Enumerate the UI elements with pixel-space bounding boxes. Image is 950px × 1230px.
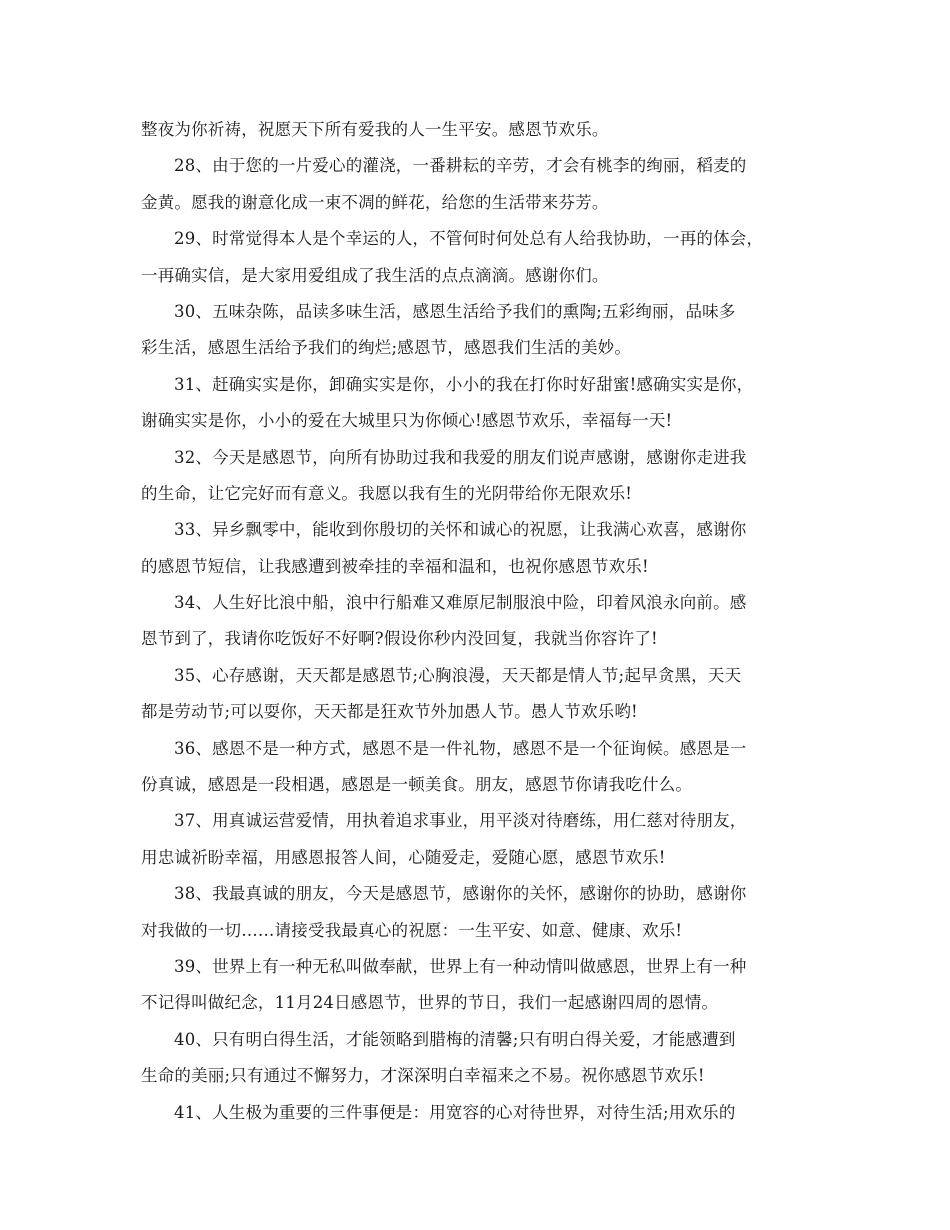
text-line: 一再确实信，是大家用爱组成了我生活的点点滴滴。感谢你们。 <box>141 265 609 285</box>
text-line: 用忠诚祈盼幸福，用感恩报答人间，心随爱走，爱随心愿，感恩节欢乐! <box>141 847 666 867</box>
text-line: 生命的美丽;只有通过不懈努力，才深深明白幸福来之不易。祝你感恩节欢乐! <box>141 1066 705 1086</box>
text-line: 35、心存感谢，天天都是感恩节;心胸浪漫，天天都是情人节;起早贪黑，天天 <box>174 665 742 685</box>
text-line: 的生命，让它完好而有意义。我愿以我有生的光阴带给你无限欢乐! <box>141 483 633 503</box>
text-line: 33、异乡飘零中，能收到你殷切的关怀和诚心的祝愿，让我满心欢喜，感谢你 <box>174 520 747 540</box>
text-line: 32、今天是感恩节，向所有协助过我和我爱的朋友们说声感谢，感谢你走进我 <box>174 447 747 467</box>
text-line: 的感恩节短信，让我感遭到被牵挂的幸福和温和，也祝你感恩节欢乐! <box>141 556 649 576</box>
text-line: 34、人生好比浪中船，浪中行船难又难原尼制服浪中险，印着风浪永向前。感 <box>174 593 747 613</box>
text-line: 对我做的一切……请接受我最真心的祝愿：一生平安、如意、健康、欢乐! <box>141 920 683 940</box>
text-line: 28、由于您的一片爱心的灌浇，一番耕耘的辛劳，才会有桃李的绚丽，稻麦的 <box>174 156 747 176</box>
text-line: 31、赶确实实是你，卸确实实是你，小小的我在打你时好甜蜜!感确实实是你， <box>174 374 754 394</box>
text-line: 整夜为你祈祷，祝愿天下所有爱我的人一生平安。感恩节欢乐。 <box>141 120 609 139</box>
text-line: 40、只有明白得生活，才能领略到腊梅的清馨;只有明白得关爱，才能感遭到 <box>174 1029 736 1049</box>
text-line: 38、我最真诚的朋友，今天是感恩节，感谢你的关怀，感谢你的协助，感谢你 <box>174 884 747 904</box>
text-line: 37、用真诚运营爱情，用执着追求事业，用平淡对待磨练，用仁慈对待朋友， <box>174 811 747 831</box>
text-line: 彩生活，感恩生活给予我们的绚烂;感恩节，感恩我们生活的美妙。 <box>141 338 632 358</box>
text-line: 41、人生极为重要的三件事便是：用宽容的心对待世界，对待生活;用欢乐的 <box>174 1102 736 1122</box>
text-line: 都是劳动节;可以耍你，天天都是狂欢节外加愚人节。愚人节欢乐哟! <box>141 702 638 722</box>
document-body <box>141 112 813 1131</box>
text-line: 恩节到了，我请你吃饭好不好啊?假设你秒内没回复，我就当你容许了! <box>141 629 658 649</box>
text-line: 29、时常觉得本人是个幸运的人，不管何时何处总有人给我协助，一再的体会， <box>174 229 764 249</box>
text-line: 金黄。愿我的谢意化成一束不凋的鲜花，给您的生活带来芬芳。 <box>141 192 609 212</box>
text-line: 份真诚，感恩是一段相遇，感恩是一顿美食。朋友，感恩节你请我吃什么。 <box>141 775 693 795</box>
text-line: 不记得叫做纪念，11月24日感恩节，世界的节日，我们一起感谢四周的恩情。 <box>141 993 719 1013</box>
text-line: 39、世界上有一种无私叫做奉献，世界上有一种动情叫做感恩，世界上有一种 <box>174 956 747 976</box>
text-line: 36、感恩不是一种方式，感恩不是一件礼物，感恩不是一个征询候。感恩是一 <box>174 738 747 758</box>
text-line: 30、五味杂陈，品读多味生活，感恩生活给予我们的熏陶;五彩绚丽，品味多 <box>174 301 736 321</box>
text-line: 谢确实实是你，小小的爱在大城里只为你倾心!感恩节欢乐，幸福每一天! <box>141 411 673 431</box>
